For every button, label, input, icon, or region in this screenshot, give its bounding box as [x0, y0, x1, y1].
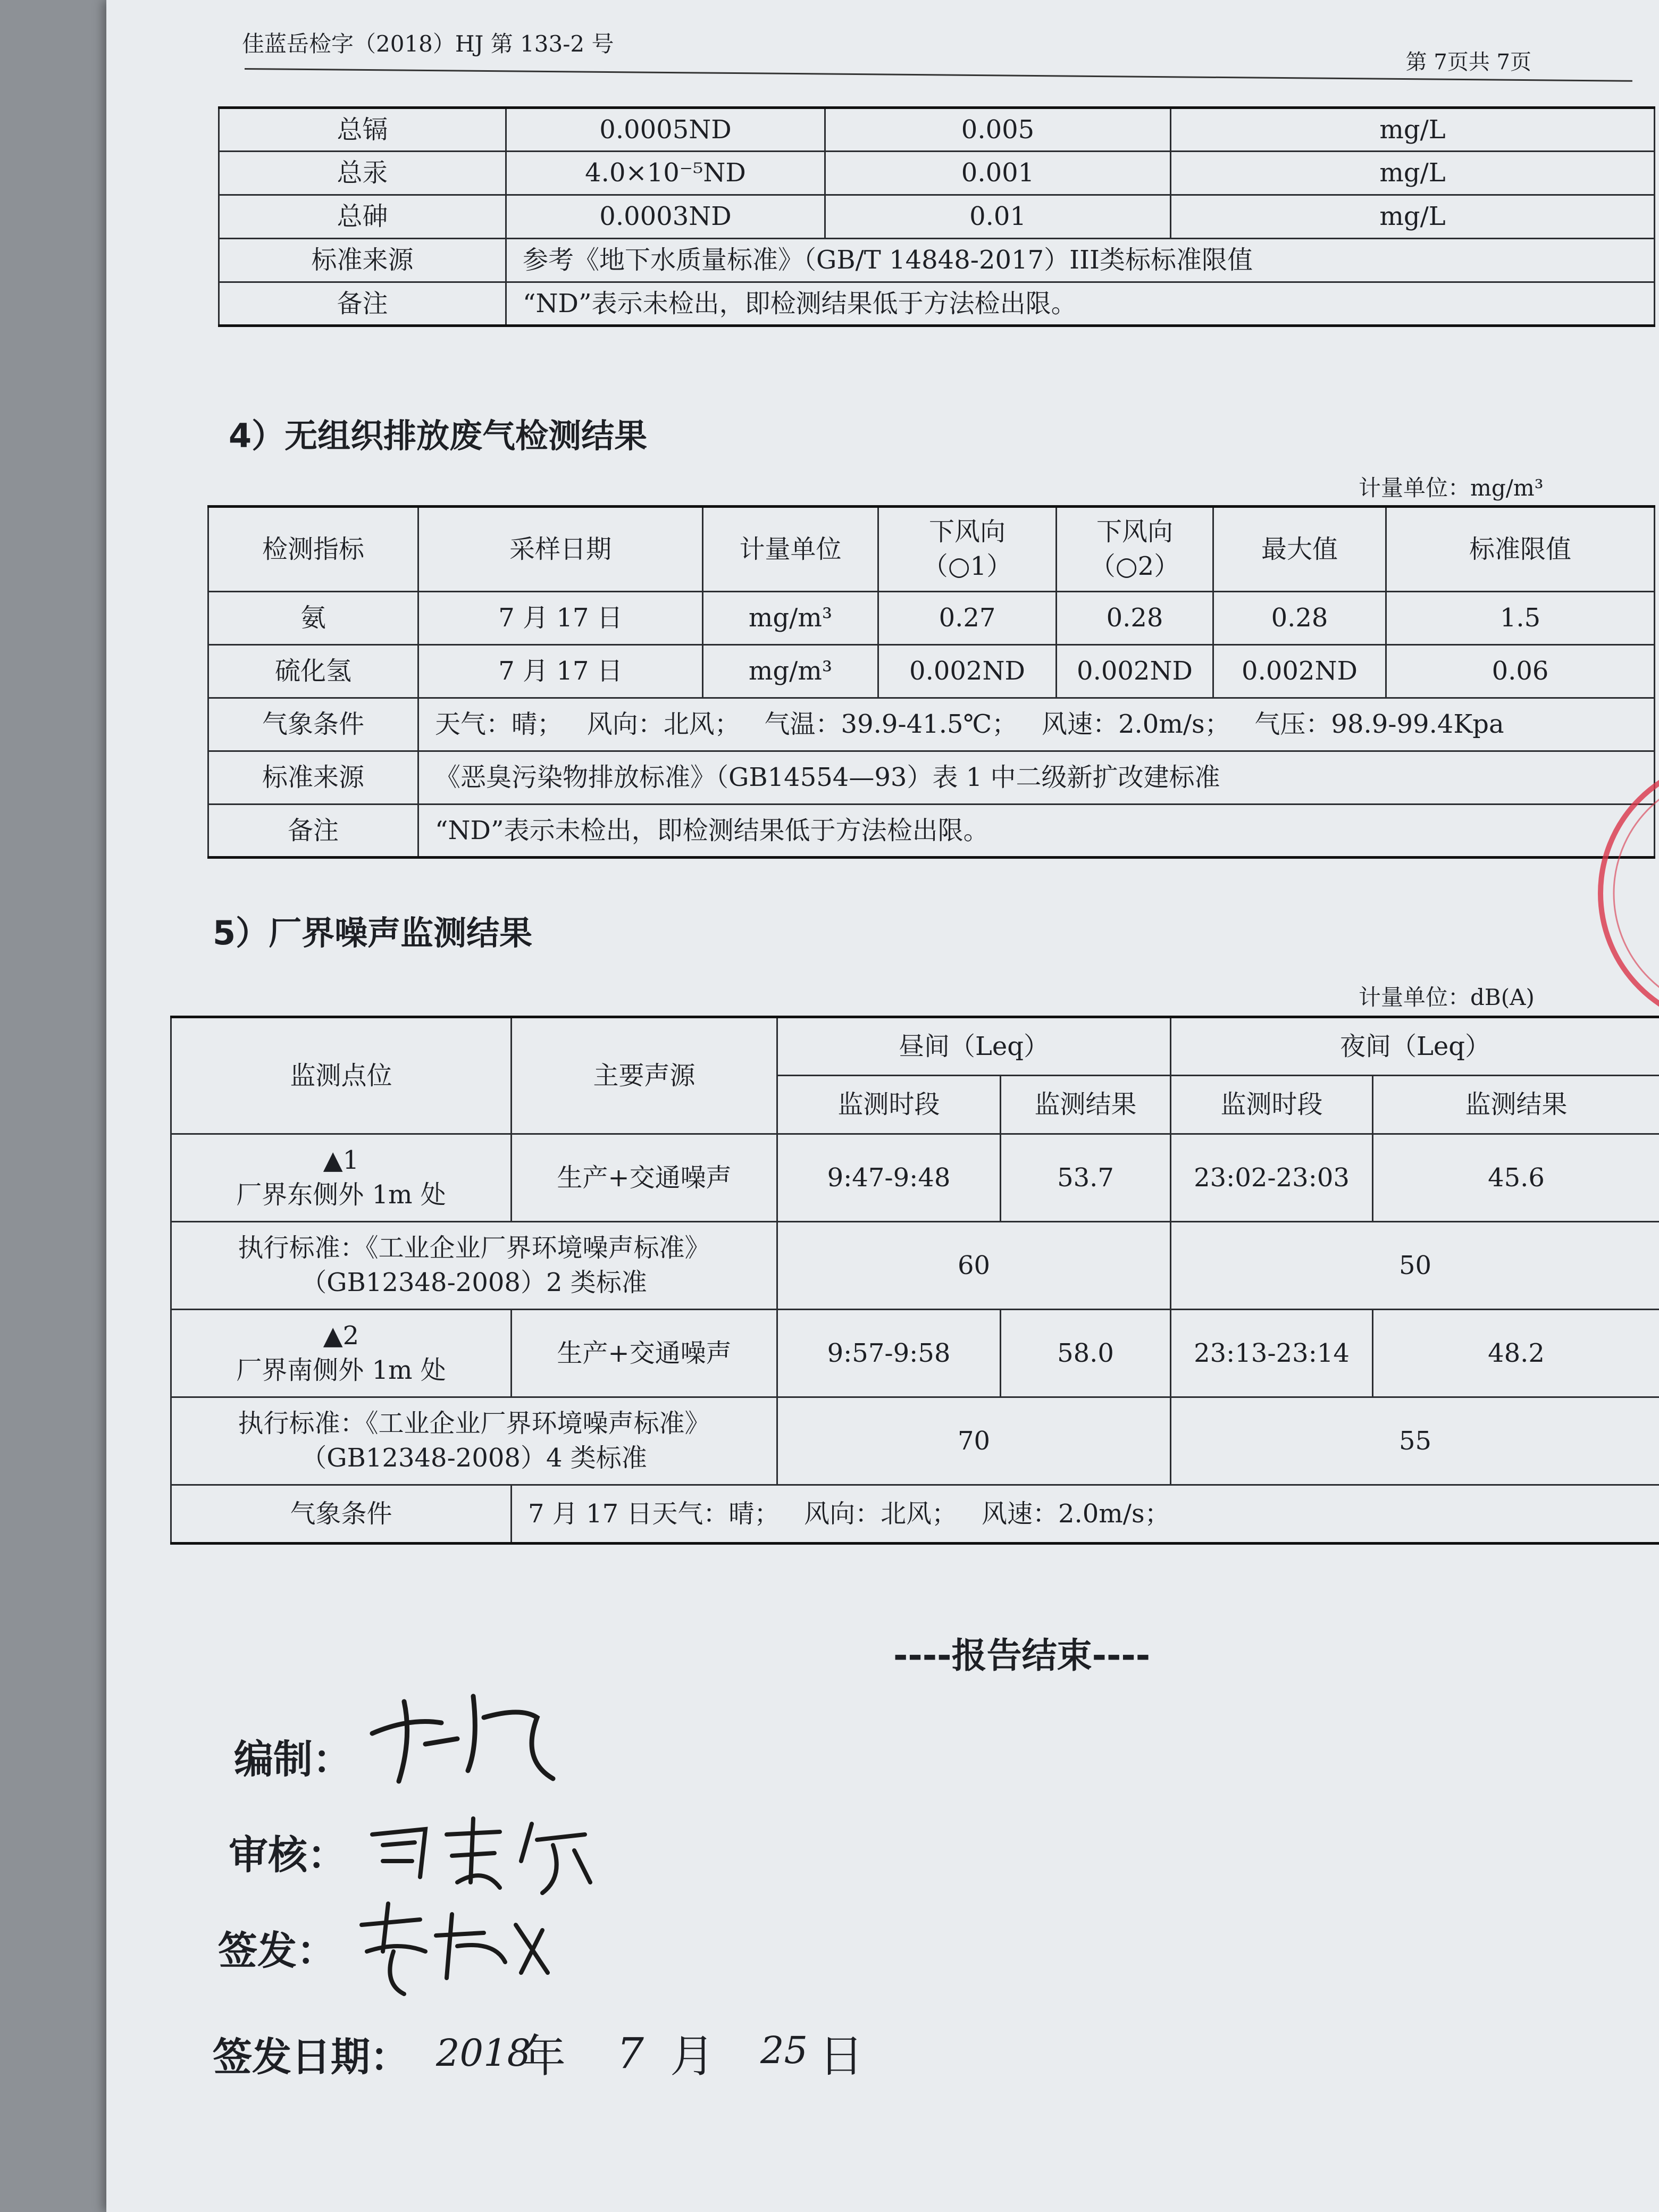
- point-marker: ▲2: [323, 1321, 359, 1351]
- issued-by-label: 签发：: [218, 1928, 336, 1974]
- table-cell: 48.2: [1373, 1310, 1659, 1397]
- table-row: [208, 751, 1655, 805]
- header-cell: 监测结果: [1373, 1076, 1659, 1134]
- header-cell: 主要声源: [512, 1017, 777, 1134]
- table-cell: 0.002ND: [878, 645, 1057, 698]
- table-cell: [171, 1134, 512, 1222]
- table-header-row: [171, 1017, 1659, 1076]
- page-number: 第 7页共 7页: [1405, 50, 1531, 74]
- section-title: 4）无组织排放废气检测结果: [229, 416, 648, 455]
- table-cell: mg/m³: [703, 592, 878, 645]
- table-cell: mg/L: [1171, 108, 1655, 152]
- table-cell: 23:13-23:14: [1171, 1310, 1373, 1397]
- table-row: [208, 592, 1655, 645]
- table-cell: 硫化氢: [208, 645, 418, 698]
- table-cell: mg/L: [1171, 152, 1655, 195]
- table-row: [219, 239, 1655, 282]
- point-marker: ▲1: [323, 1145, 359, 1176]
- noise-table: [170, 1016, 1659, 1545]
- water-quality-table: [218, 106, 1655, 327]
- table-cell: 7 月 17 日: [418, 592, 703, 645]
- table-cell: 60: [777, 1222, 1171, 1310]
- table-cell: 总镉: [219, 108, 506, 152]
- table-cell: 0.27: [878, 592, 1057, 645]
- table-cell: 7 月 17 日天气：晴； 风向：北风； 风速：2.0m/s；: [512, 1485, 1659, 1544]
- compiler-signature: [362, 1680, 585, 1787]
- table-cell: [171, 1397, 777, 1485]
- issue-year-unit: 年: [521, 2030, 566, 2082]
- table-cell: 0.002ND: [1213, 645, 1386, 698]
- header-cell: 下风向 （○2）: [1057, 507, 1213, 592]
- table-cell: 55: [1171, 1397, 1659, 1485]
- issuer-signature: [346, 1893, 622, 1999]
- table-cell: 45.6: [1373, 1134, 1659, 1222]
- header-cell: 监测点位: [171, 1017, 512, 1134]
- table-row: [208, 698, 1655, 751]
- table-cell: 备注: [219, 282, 506, 326]
- table-cell: mg/L: [1171, 195, 1655, 239]
- table-cell: 70: [777, 1397, 1171, 1485]
- table-cell: 9:47-9:48: [777, 1134, 1001, 1222]
- table-header-row: [208, 507, 1655, 592]
- table-cell: 氨: [208, 592, 418, 645]
- table-row: [171, 1222, 1659, 1310]
- document-number: 佳蓝岳检字（2018）HJ 第 133-2 号: [242, 31, 614, 57]
- table-cell: 53.7: [1001, 1134, 1171, 1222]
- table-cell: [171, 1310, 512, 1397]
- table-cell: 23:02-23:03: [1171, 1134, 1373, 1222]
- section-title: 5）厂界噪声监测结果: [213, 914, 533, 952]
- report-page: [106, 0, 1659, 2212]
- header-cell: 昼间（Leq）: [777, 1017, 1171, 1076]
- table-cell: 天气：晴； 风向：北风； 气温：39.9-41.5℃； 风速：2.0m/s； 气压：98.9-99.4Kpa: [418, 698, 1655, 751]
- table-row: [208, 805, 1655, 858]
- table-cell: 总砷: [219, 195, 506, 239]
- table-cell: 0.28: [1057, 592, 1213, 645]
- standard-line: （GB12348-2008）4 类标准: [301, 1443, 647, 1473]
- table-cell: 总汞: [219, 152, 506, 195]
- header-cell: 夜间（Leq）: [1171, 1017, 1659, 1076]
- standard-line: （GB12348-2008）2 类标准: [301, 1268, 647, 1297]
- table-row: [219, 108, 1655, 152]
- table-cell: 0.06: [1386, 645, 1655, 698]
- table-row: [208, 645, 1655, 698]
- unit-note: 计量单位：mg/m³: [1359, 475, 1544, 501]
- table-cell: 58.0: [1001, 1310, 1171, 1397]
- table-cell: 1.5: [1386, 592, 1655, 645]
- header-cell: 计量单位: [703, 507, 878, 592]
- table-cell: 9:57-9:58: [777, 1310, 1001, 1397]
- table-cell: 0.28: [1213, 592, 1386, 645]
- header-cell: 监测时段: [1171, 1076, 1373, 1134]
- table-row: [219, 152, 1655, 195]
- header-cell: 采样日期: [418, 507, 703, 592]
- table-cell: 7 月 17 日: [418, 645, 703, 698]
- exhaust-gas-table: [207, 505, 1655, 859]
- unit-note: 计量单位：dB(A): [1359, 984, 1535, 1010]
- table-row: [171, 1485, 1659, 1544]
- table-cell: [171, 1222, 777, 1310]
- table-cell: mg/m³: [703, 645, 878, 698]
- reviewed-by-label: 审核：: [229, 1832, 347, 1878]
- standard-line: 执行标准：《工业企业厂界环境噪声标准》: [238, 1409, 710, 1439]
- table-cell: 0.0003ND: [506, 195, 825, 239]
- table-cell: “ND”表示未检出，即检测结果低于方法检出限。: [506, 282, 1655, 326]
- point-location: 厂界东侧外 1m 处: [236, 1180, 446, 1210]
- table-row: [171, 1397, 1659, 1485]
- table-cell: 气象条件: [171, 1485, 512, 1544]
- standard-line: 执行标准：《工业企业厂界环境噪声标准》: [238, 1233, 710, 1263]
- table-cell: 生产+交通噪声: [512, 1134, 777, 1222]
- issue-date-label: 签发日期：: [213, 2034, 409, 2080]
- table-cell: 参考《地下水质量标准》（GB/T 14848-2017）III类标标准限值: [506, 239, 1655, 282]
- table-cell: 0.01: [825, 195, 1171, 239]
- table-cell: 0.002ND: [1057, 645, 1213, 698]
- table-cell: 0.0005ND: [506, 108, 825, 152]
- table-row: [171, 1310, 1659, 1397]
- header-cell: 标准限值: [1386, 507, 1655, 592]
- table-row: [219, 282, 1655, 326]
- header-cell: 监测时段: [777, 1076, 1001, 1134]
- red-seal-stamp: [1595, 755, 1659, 1032]
- header-cell: 监测结果: [1001, 1076, 1171, 1134]
- issue-month-unit: 月: [670, 2030, 715, 2082]
- table-cell: 0.005: [825, 108, 1171, 152]
- table-cell: 生产+交通噪声: [512, 1310, 777, 1397]
- table-cell: 0.001: [825, 152, 1171, 195]
- table-cell: “ND”表示未检出，即检测结果低于方法检出限。: [418, 805, 1655, 858]
- table-cell: 气象条件: [208, 698, 418, 751]
- issue-year: 2018: [436, 2031, 531, 2075]
- point-location: 厂界南侧外 1m 处: [236, 1355, 446, 1385]
- header-cell: 检测指标: [208, 507, 418, 592]
- table-cell: 50: [1171, 1222, 1659, 1310]
- compiled-by-label: 编制：: [234, 1737, 352, 1782]
- report-end-text: ----报告结束----: [893, 1635, 1151, 1676]
- issue-day-unit: 日: [819, 2030, 864, 2082]
- table-cell: 《恶臭污染物排放标准》（GB14554—93）表 1 中二级新扩改建标准: [418, 751, 1655, 805]
- table-row: [219, 195, 1655, 239]
- table-cell: 备注: [208, 805, 418, 858]
- table-row: [171, 1134, 1659, 1222]
- table-cell: 标准来源: [219, 239, 506, 282]
- header-cell: 最大值: [1213, 507, 1386, 592]
- table-cell: 4.0×10⁻⁵ND: [506, 152, 825, 195]
- issue-month: 7: [617, 2029, 644, 2078]
- reviewer-signature: [362, 1803, 681, 1898]
- table-cell: 标准来源: [208, 751, 418, 805]
- issue-day: 25: [760, 2029, 808, 2072]
- header-cell: 下风向 （○1）: [878, 507, 1057, 592]
